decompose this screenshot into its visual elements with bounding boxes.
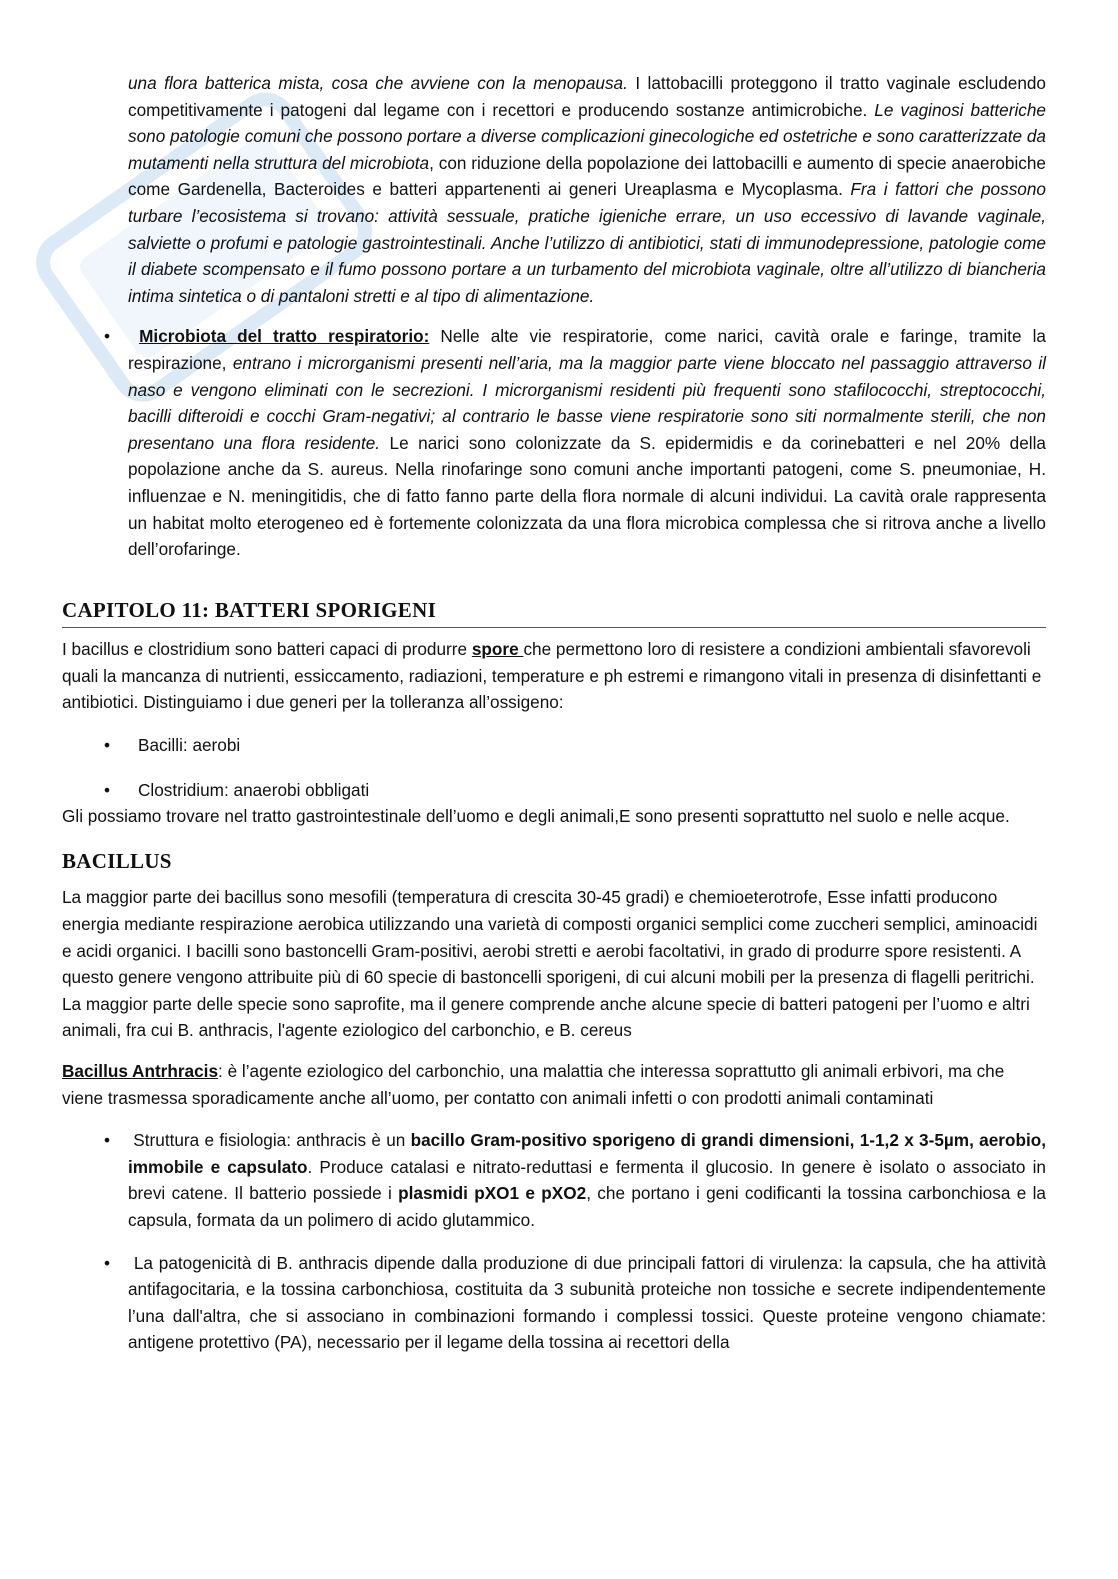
term-bacillus-anthracis: Bacillus Antrhracis xyxy=(62,1061,219,1081)
section-title-bacillus: BACILLUS xyxy=(62,848,172,873)
list-item-structure: • Struttura e fisiologia: anthracis è un bacillo Gram-positivo sporigeno di grandi dimensioni, 1-1,2 x 3-5µm, aerobio, immobile e capsulato. Produce catalasi e nitrato-reduttasi e fermenta il glucosio. In genere è isolato o associato in brevi catene. Il batterio possiede i plasmidi pXO1 e pXO2, che portano i geni codificanti la tossina carbonchiosa e la capsula, formata da un polimero di acido glutammico. xyxy=(128,1127,1046,1233)
list-item: • Bacilli: aerobi xyxy=(138,732,1046,759)
chapter-title: CAPITOLO 11: BATTERI SPORIGENI xyxy=(62,597,1046,629)
paragraph-vaginal-microbiota: una flora batterica mista, cosa che avviene con la menopausa. I lattobacilli proteggono il tratto vaginale escludendo competitivamente i patogeni dal legame con i recettori e producendo sostanze antimicrobiche. Le vaginosi batteriche sono patologie comuni che possono portare a diverse complicazioni ginecologiche ed ostetriche e sono caratterizzate da mutamenti nella struttura del microbiota, con riduzione della popolazione dei lattobacilli e aumento di specie anaerobiche come Gardenella, Bacteroides e batteri appartenenti ai generi Ureaplasma e Mycoplasma. Fra i fattori che possono turbare l’ecosistema si trovano: attività sessuale, pratiche igieniche errare, un uso eccessivo di lavande vaginale, salviette o profumi e patologie gastrointestinali. Anche l’utilizzo di antibiotici, stati di immunodepressione, patologie come il diabete scompensato e il fumo possono portare a un turbamento del microbiota vaginale, oltre all’utilizzo di biancheria intima sintetica o di pantaloni stretti e al tipo di alimentazione. xyxy=(128,73,1046,306)
list-item-respiratory: • Microbiota del tratto respiratorio: Nelle alte vie respiratorie, come narici, cavità orale e faringe, tramite la respirazione, entrano i microrganismi presenti nell’aria, ma la maggior parte viene bloccato nel passaggio attraverso il naso e vengono eliminati con le secrezioni. I microrganismi residenti più frequenti sono stafilococchi, streptococchi, bacilli difteroidi e cocchi Gram-negativi; al contrario le basse viene respiratorie sono siti normalmente sterili, che non presentano una flora residente. Le narici sono colonizzate da S. epidermidis e da corinebatteri e nel 20% della popolazione anche da S. aureus. Nella rinofaringe sono comuni anche importanti patogeni, come S. pneumoniae, H. influenzae e N. meningitidis, che di fatto fanno parte della flora normale di alcuni individui. La cavità orale rappresenta un habitat molto eterogeneo ed è fortemente colonizzata da una flora microbica complessa che si ritrova anche a livello dell’orofaringe. xyxy=(128,323,1046,562)
bullet-icon: • xyxy=(104,779,111,800)
list-item: • Clostridium: anaerobi obbligati xyxy=(138,777,1046,804)
bullet-icon: • xyxy=(104,1130,111,1151)
paragraph-habitat: Gli possiamo trovare nel tratto gastrointestinale dell’uomo e degli animali,E sono presenti soprattutto nel suolo e nelle acque. xyxy=(62,806,1010,827)
paragraph-anthracis: Bacillus Antrhracis: è l’agente eziologico del carbonchio, una malattia che interessa soprattutto gli animali erbivori, ma che viene trasmessa sporadicamente anche all’uomo, per contatto con animali infetti o con prodotti animali contaminati xyxy=(62,1061,1005,1108)
keyword-spore: spore xyxy=(471,639,524,660)
paragraph-bacillus: La maggior parte dei bacillus sono mesofili (temperatura di crescita 30-45 gradi) e chemioeterotrofe, Esse infatti producono energia mediante respirazione aerobica utilizzando una varietà di composti organici semplici come zuccheri semplici, aminoacidi e acidi organici. I bacilli sono bastoncelli Gram-positivi, aerobi stretti e aerobi facoltativi, in grado di produrre spore resistenti. A questo genere vengono attribuite più di 60 specie di bastoncelli sporigeni, di cui alcuni mobili per la presenza di flagelli peritrichi. La maggior parte delle specie sono saprofite, ma il genere comprende anche alcune specie di batteri patogeni per l’uomo e altri animali, fra cui B. anthracis, l'agente eziologico del carbonchio, e B. cereus xyxy=(62,887,1038,1041)
bullet-icon: • xyxy=(104,735,111,756)
bullet-icon: • xyxy=(104,1252,111,1273)
chapter-intro: I bacillus e clostridium sono batteri capaci di produrre spore che permettono loro di resistere a condizioni ambientali sfavorevoli quali la mancanza di nutrienti, essiccamento, radiazioni, temperature e ph estremi e rimangono vitali in presenza di disinfettanti e antibiotici. Distinguiamo i due generi per la tolleranza all’ossigeno: xyxy=(62,639,1042,713)
page-content xyxy=(62,70,1046,1356)
list-item-pathogenicity: • La patogenicità di B. anthracis dipende dalla produzione di due principali fattori di virulenza: la capsula, che ha attività antifagocitaria, e la tossina carbonchiosa, costituita da 3 subunità proteiche non tossiche e secrete indipendentemente l’una dall'altra, che si associano in combinazioni formando i complessi tossici. Queste proteine vengono chiamate: antigene protettivo (PA), necessario per il legame della tossina ai recettori della xyxy=(128,1250,1046,1356)
bullet-icon: • xyxy=(104,326,111,347)
section-label-respiratory: Microbiota del tratto respiratorio: xyxy=(139,326,430,347)
